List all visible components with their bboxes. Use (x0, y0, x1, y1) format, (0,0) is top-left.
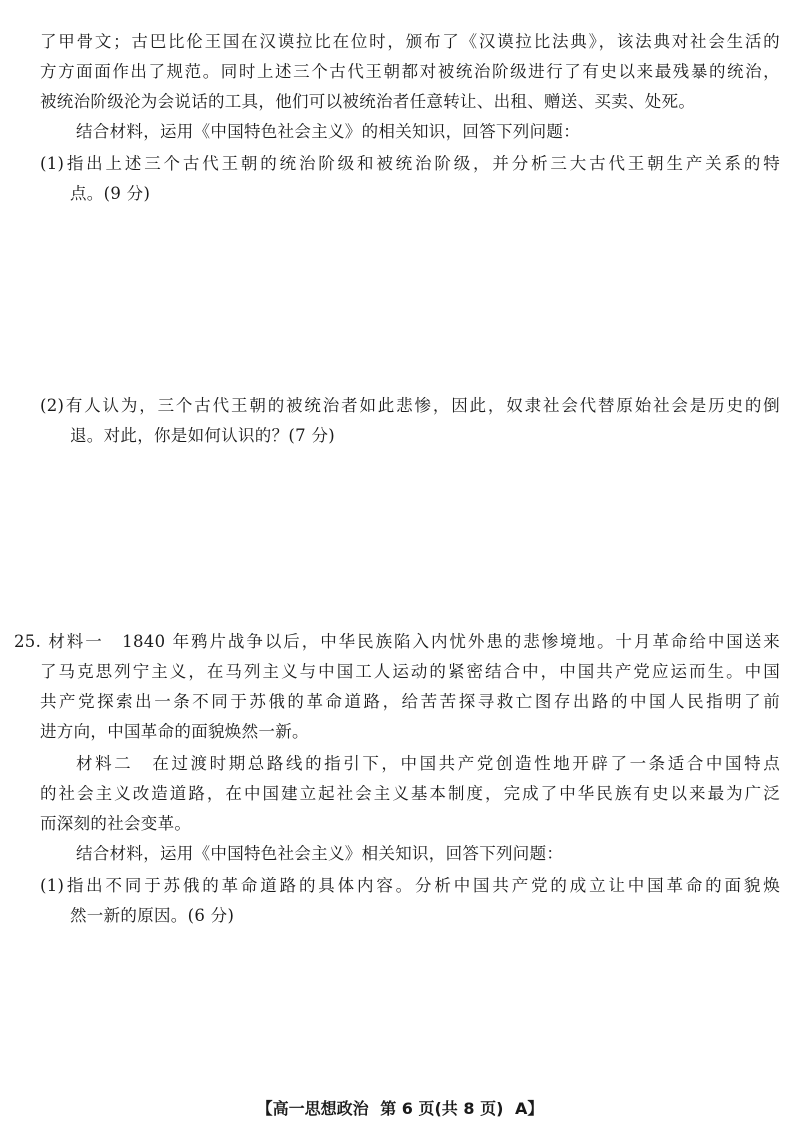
q24-sub1-line-2: 点。(9 分) (70, 184, 151, 203)
page-footer (0, 1096, 800, 1119)
q24-material-line-2: 方方面面作出了规范。同时上述三个古代王朝都对被统治阶级进行了有史以来最残暴的统治， (40, 62, 780, 81)
q25-material1-line-1: 25. 材料一 1840 年鸦片战争以后，中华民族陷入内忧外患的悲惨境地。十月革命给中国送来 (14, 632, 780, 651)
q25-instruction: 结合材料，运用《中国特色社会主义》相关知识，回答下列问题： (76, 844, 564, 863)
q25-material2-line-1: 材料二 在过渡时期总路线的指引下，中国共产党创造性地开辟了一条适合中国特点 (76, 754, 780, 773)
footer-subject: 【高一思想政治 (256, 1099, 369, 1118)
q24-instruction: 结合材料，运用《中国特色社会主义》的相关知识，回答下列问题： (76, 122, 580, 141)
q25-sub1-line-2: 然一新的原因。(6 分) (70, 906, 235, 925)
q24-material-line-3: 被统治阶级沦为会说话的工具，他们可以被统治者任意转让、出租、赠送、买卖、处死。 (40, 92, 696, 111)
footer-version: A】 (514, 1099, 544, 1118)
q25-material1-line-3: 共产党探索出一条不同于苏俄的革命道路，给苦苦探寻救亡图存出路的中国人民指明了前 (40, 692, 780, 711)
footer-page-number: 第 6 页(共 8 页) (380, 1099, 504, 1118)
q24-sub2-line-2: 退。对此，你是如何认识的？(7 分) (70, 426, 336, 445)
q25-material1-line-2: 了马克思列宁主义，在马列主义与中国工人运动的紧密结合中，中国共产党应运而生。中国 (40, 662, 780, 681)
q24-sub1-line-1: (1)指出上述三个古代王朝的统治阶级和被统治阶级，并分析三大古代王朝生产关系的特 (40, 154, 780, 173)
q25-material2-line-3: 而深刻的社会变革。 (40, 814, 192, 833)
q24-material-line-1: 了甲骨文；古巴比伦王国在汉谟拉比在位时，颁布了《汉谟拉比法典》，该法典对社会生活的 (40, 32, 780, 51)
q25-material2-line-2: 的社会主义改造道路，在中国建立起社会主义基本制度，完成了中华民族有史以来最为广泛 (40, 784, 780, 803)
q25-sub1-line-1: (1)指出不同于苏俄的革命道路的具体内容。分析中国共产党的成立让中国革命的面貌焕 (40, 876, 780, 895)
q24-sub2-line-1: (2)有人认为，三个古代王朝的被统治者如此悲惨，因此，奴隶社会代替原始社会是历史的倒 (40, 396, 780, 415)
q25-material1-line-4: 进方向，中国革命的面貌焕然一新。 (40, 722, 309, 741)
